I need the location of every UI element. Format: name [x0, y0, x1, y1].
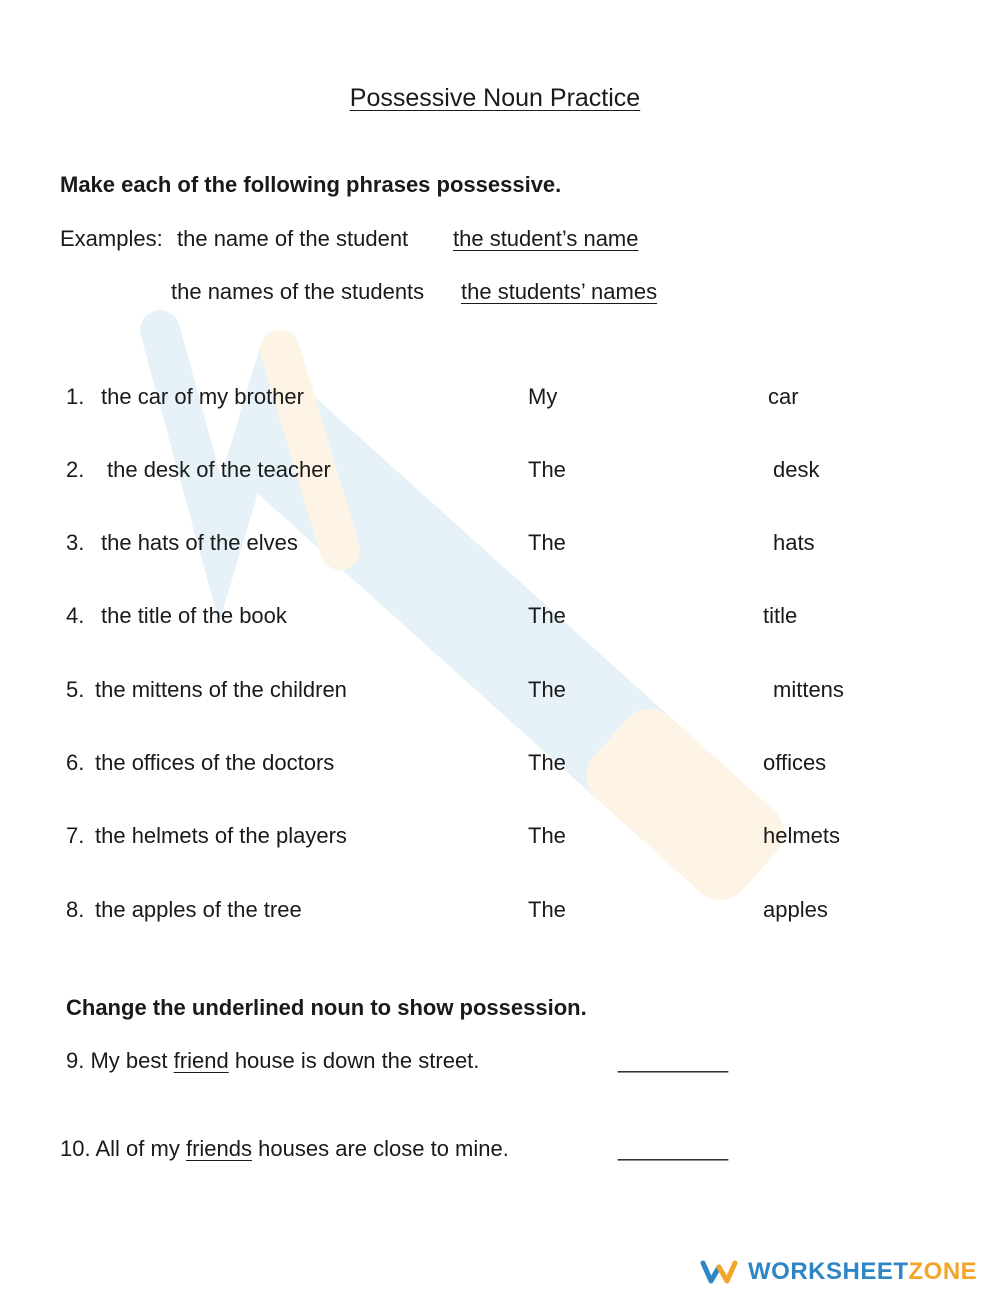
q10-number: 10.: [60, 1136, 91, 1161]
item-number: 7.: [66, 823, 85, 848]
logo-text-part1: WORKSHEET: [748, 1258, 909, 1285]
item-phrase: the mittens of the children: [95, 677, 347, 702]
item-phrase: the desk of the teacher: [107, 457, 331, 482]
item-phrase: the helmets of the players: [95, 823, 347, 848]
item-starter: The: [528, 677, 566, 702]
q10-before: All of my: [95, 1136, 180, 1161]
q9-before: My best: [90, 1048, 168, 1073]
example2-phrase: the names of the students: [171, 279, 425, 304]
item-number: 3.: [66, 530, 85, 555]
q10-after: houses are close to mine.: [258, 1136, 509, 1161]
logo-text-part2: ZONE: [908, 1258, 978, 1285]
item-noun: apples: [763, 897, 828, 922]
page-title: Possessive Noun Practice: [349, 84, 641, 112]
item-starter: The: [528, 603, 566, 628]
item-noun: hats: [773, 530, 815, 555]
question-9: [66, 1048, 479, 1074]
item-starter: The: [528, 750, 566, 775]
q10-underlined-noun: friends: [185, 1136, 253, 1161]
item-starter: My: [528, 384, 558, 409]
w-logo-icon: [700, 1259, 738, 1285]
item-starter: The: [528, 897, 566, 922]
section2-instruction: Change the underlined noun to show possession.: [66, 995, 587, 1020]
item-number: 4.: [66, 603, 85, 628]
item-phrase: the offices of the doctors: [95, 750, 335, 775]
item-phrase: the car of my brother: [101, 384, 304, 409]
item-starter: The: [528, 823, 566, 848]
q9-after: house is down the street.: [234, 1048, 480, 1073]
item-noun: mittens: [773, 677, 844, 702]
question-10: [60, 1136, 509, 1162]
q9-number: 9.: [66, 1048, 85, 1073]
example1-phrase: the name of the student: [177, 226, 409, 251]
item-noun: offices: [763, 750, 827, 775]
example1-answer: the student’s name: [453, 226, 639, 251]
item-phrase: the title of the book: [101, 603, 287, 628]
item-phrase: the hats of the elves: [101, 530, 298, 555]
section1-instruction: Make each of the following phrases possessive.: [60, 172, 562, 197]
item-noun: car: [768, 384, 799, 409]
item-phrase: the apples of the tree: [95, 897, 302, 922]
example-label: Examples:: [60, 226, 163, 251]
item-number: 1.: [66, 384, 85, 409]
item-starter: The: [528, 457, 566, 482]
item-starter: The: [528, 530, 566, 555]
item-number: 2.: [66, 457, 85, 482]
item-noun: helmets: [763, 823, 841, 848]
item-number: 8.: [66, 897, 85, 922]
q10-answer-blank: _________: [618, 1136, 729, 1161]
item-number: 6.: [66, 750, 85, 775]
item-number: 5.: [66, 677, 85, 702]
example2-answer: the students’ names: [461, 279, 658, 304]
worksheetzone-logo: [700, 1256, 977, 1288]
q9-underlined-noun: friend: [173, 1048, 229, 1073]
q9-answer-blank: _________: [618, 1048, 729, 1073]
item-noun: title: [763, 603, 798, 628]
item-noun: desk: [773, 457, 820, 482]
